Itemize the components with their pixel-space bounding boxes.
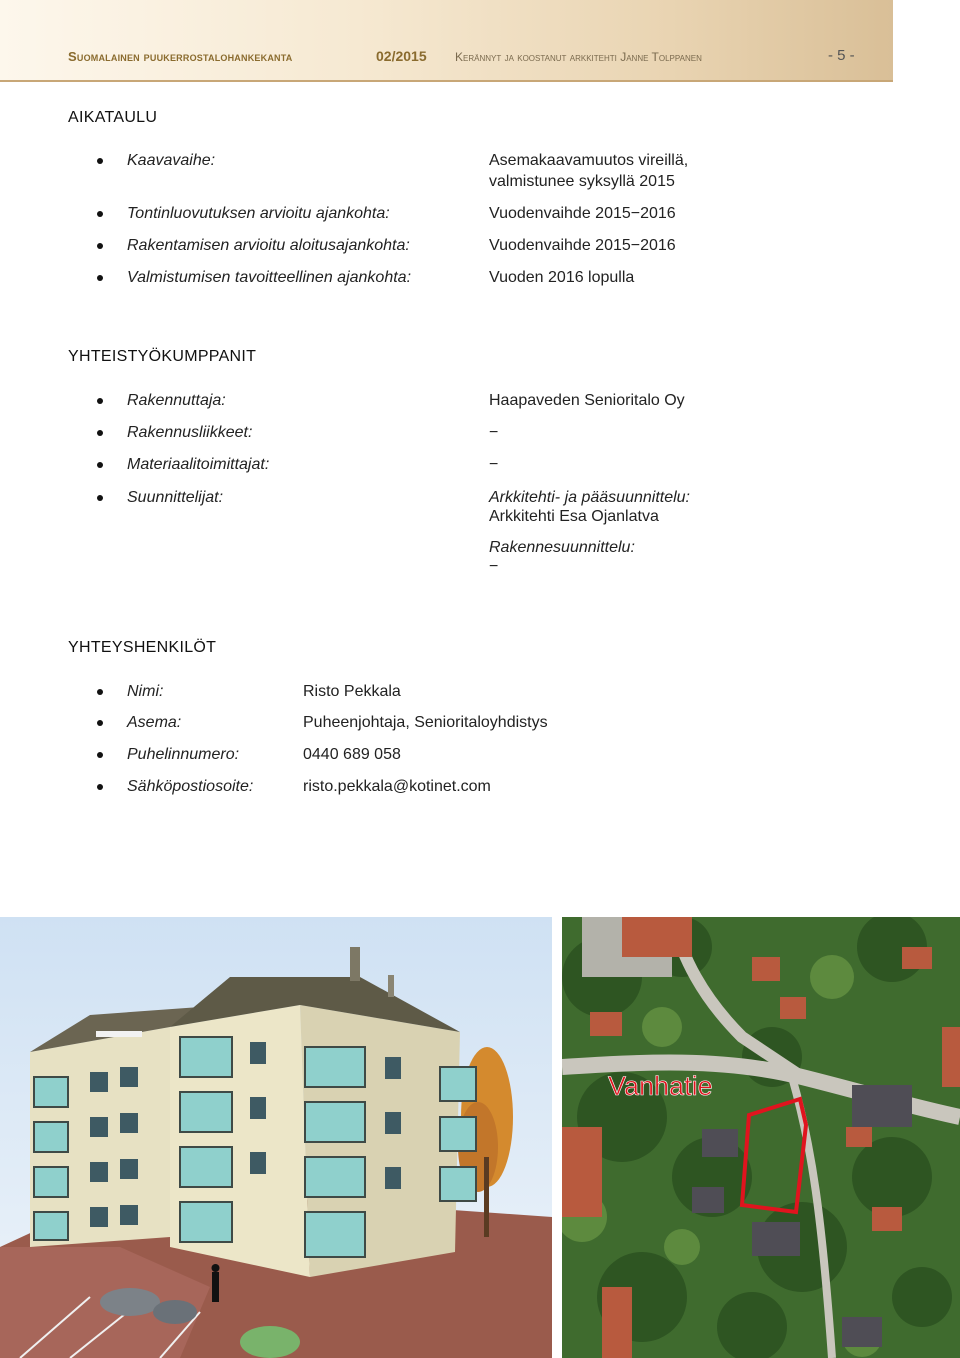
schedule-title: AIKATAULU xyxy=(68,109,158,126)
building-render-image xyxy=(0,917,552,1358)
schedule-value: Vuoden 2016 lopulla xyxy=(489,269,635,286)
street-label: Vanhatie xyxy=(608,1071,713,1101)
contact-email: risto.pekkala@kotinet.com xyxy=(303,778,491,795)
schedule-value-line2: valmistunee syksyllä 2015 xyxy=(489,173,675,190)
partner-label: Rakennuttaja: xyxy=(127,392,226,409)
partner-label: Materiaalitoimittajat: xyxy=(127,456,270,473)
issue-number: 02/2015 xyxy=(376,48,427,64)
bullet-icon xyxy=(97,495,103,501)
partner-label: Rakennusliikkeet: xyxy=(127,424,253,441)
contact-value: 0440 689 058 xyxy=(303,746,401,763)
contact-value: Puheenjohtaja, Senioritaloyhdistys xyxy=(303,714,548,731)
bullet-icon xyxy=(97,784,103,790)
page-header xyxy=(0,0,893,82)
schedule-label: Kaavavaihe: xyxy=(127,152,216,169)
bullet-icon xyxy=(97,398,103,404)
partners-title: YHTEISTYÖKUMPPANIT xyxy=(68,348,257,365)
contact-label: Sähköpostiosoite: xyxy=(127,778,254,795)
building-render-svg xyxy=(0,917,552,1358)
partner-label: Suunnittelijat: xyxy=(127,489,224,506)
page-number: - 5 - xyxy=(828,47,855,64)
contact-label: Puhelinnumero: xyxy=(127,746,240,763)
designer-heading: Arkkitehti- ja pääsuunnittelu: xyxy=(489,489,690,506)
partner-value: − xyxy=(489,456,499,473)
schedule-label: Valmistumisen tavoitteellinen ajankohta: xyxy=(127,269,412,286)
schedule-value: Asemakaavamuutos vireillä, xyxy=(489,152,689,169)
bullet-icon xyxy=(97,720,103,726)
designer-name: − xyxy=(489,558,499,575)
designer-heading: Rakennesuunnittelu: xyxy=(489,539,635,556)
bullet-icon xyxy=(97,752,103,758)
designer-name: Arkkitehti Esa Ojanlatva xyxy=(489,508,659,525)
bullet-icon xyxy=(97,211,103,217)
contacts-title: YHTEYSHENKILÖT xyxy=(68,639,217,656)
partner-value: − xyxy=(489,424,499,441)
contact-value: Risto Pekkala xyxy=(303,683,401,700)
schedule-label: Tontinluovutuksen arvioitu ajankohta: xyxy=(127,205,390,222)
bullet-icon xyxy=(97,243,103,249)
compiled-by: Kerännyt ja koostanut arkkitehti Janne Tolppanen xyxy=(455,50,702,64)
schedule-value: Vuodenvaihde 2015−2016 xyxy=(489,205,676,222)
header-margin xyxy=(893,0,960,80)
schedule-value: Vuodenvaihde 2015−2016 xyxy=(489,237,676,254)
bullet-icon xyxy=(97,275,103,281)
bullet-icon xyxy=(97,462,103,468)
aerial-map-image xyxy=(562,917,960,1358)
schedule-label: Rakentamisen arvioitu aloitusajankohta: xyxy=(127,237,410,254)
bullet-icon xyxy=(97,689,103,695)
partner-value: Haapaveden Senioritalo Oy xyxy=(489,392,685,409)
bullet-icon xyxy=(97,430,103,436)
aerial-map-svg xyxy=(562,917,960,1358)
contact-label: Asema: xyxy=(127,714,182,731)
contact-label: Nimi: xyxy=(127,683,164,700)
publication-name: Suomalainen puukerrostalohankekanta xyxy=(68,49,293,64)
bullet-icon xyxy=(97,158,103,164)
